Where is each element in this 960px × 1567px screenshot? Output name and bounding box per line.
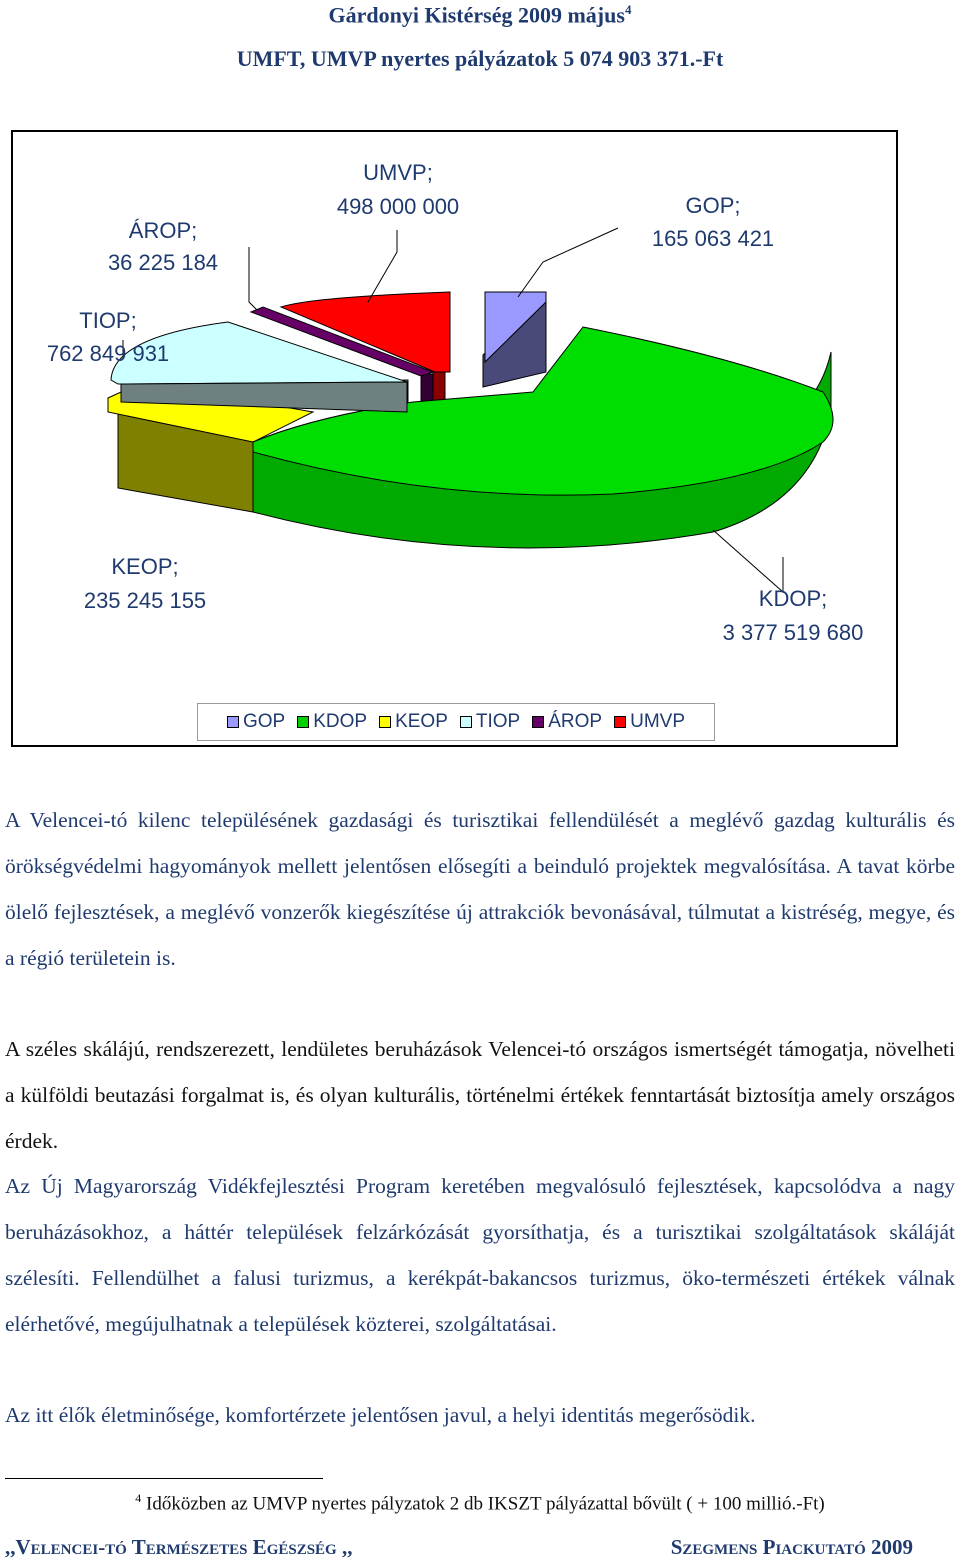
- label-arop-name: ÁROP;: [128, 218, 198, 243]
- footnote-text: Időközben az UMVP nyertes pályzatok 2 db IKSZT pályázattal bővült ( + 100 millió.-Ft): [141, 1493, 825, 1515]
- legend-item-gop: [227, 711, 285, 733]
- page-subtitle: UMFT, UMVP nyertes pályázatok 5 074 903 371.-Ft: [236, 46, 724, 71]
- footnote-mark: 4: [135, 1491, 142, 1505]
- page-title: [0, 2, 960, 28]
- legend-item-tiop: [460, 711, 520, 733]
- leader-line-kdop: [713, 530, 783, 592]
- legend-label-tiop: TIOP: [475, 711, 521, 732]
- label-tiop-name: TIOP;: [79, 308, 137, 333]
- title-footnote-mark: 4: [624, 2, 632, 17]
- label-gop-value: 165 063 421: [651, 226, 775, 251]
- title-text: Gárdonyi Kistérség 2009 május: [328, 2, 625, 28]
- legend-swatch-umvp: [614, 716, 626, 728]
- leader-line-umvp: [368, 230, 397, 302]
- legend-label-keop: KEOP: [395, 711, 448, 732]
- leader-line-arop: [249, 247, 257, 310]
- paragraph-3: Az Új Magyarország Vidékfejlesztési Program keretében megvalósuló fejlesztések, kapcsolódva a nagy beruházásokhoz, a háttér települések felzárkózását gyorsíthatja, és a turisztikai szolgáltatások skáláját szélesíti. Fellendülhet a falusi turizmus, a kerékpát-bakancsos turizmus, öko-természeti értékek válnak elérhetővé, megújulhatnak a települések közterei, szolgáltatásai.: [5, 1174, 955, 1336]
- legend-label-arop: ÁROP: [548, 711, 603, 732]
- chart-legend: [197, 703, 715, 741]
- footer-right: Szegmens Piackutató 2009: [670, 1535, 913, 1559]
- label-umvp-name: UMVP;: [363, 160, 433, 185]
- pie-chart-frame: [11, 130, 898, 747]
- leader-line-gop: [518, 228, 618, 297]
- legend-item-kdop: [297, 711, 367, 733]
- label-kdop-value: 3 377 519 680: [722, 620, 864, 645]
- legend-swatch-arop: [532, 716, 544, 728]
- label-kdop-name: KDOP;: [758, 586, 828, 611]
- paragraph-1: A Velencei-tó kilenc településének gazdasági és turisztikai fellendülését a meglévő gazdag kulturális és örökségvédelmi hagyományok mellett jelentősen elősegíti a beinduló projektek megvalósítása. A tavat körbe ölelő fejlesztések, a meglévő vonzerők kiegészítése új attrakciók bevonásával, túlmutat a kistréség, megye, és a régió területein is.: [5, 808, 955, 970]
- legend-label-gop: GOP: [242, 711, 286, 732]
- legend-swatch-kdop: [297, 716, 309, 728]
- paragraph-4: Az itt élők életminősége, komfortérzete jelentősen javul, a helyi identitás megerősödik.: [5, 1403, 756, 1427]
- legend-swatch-keop: [379, 716, 391, 728]
- legend-swatch-tiop: [460, 716, 472, 728]
- label-tiop-value: 762 849 931: [46, 341, 170, 366]
- legend-item-umvp: [614, 711, 685, 733]
- legend-swatch-gop: [227, 716, 239, 728]
- footer-left: ,,Velencei-tó Természetes Egészség ,,: [5, 1535, 353, 1559]
- legend-label-kdop: KDOP: [313, 711, 368, 732]
- legend-item-keop: [379, 711, 448, 733]
- label-keop-value: 235 245 155: [83, 588, 207, 613]
- label-arop-value: 36 225 184: [107, 250, 219, 275]
- pie-chart: [13, 132, 896, 692]
- legend-label-umvp: UMVP: [630, 711, 685, 732]
- paragraph-2: A széles skálájú, rendszerezett, lendületes beruházások Velencei-tó országos ismertségét támogatja, növelheti a külföldi beutazási forgalmat is, és olyan kulturális, történelmi értékek fenntartását biztosítja amely országos érdek.: [5, 1037, 955, 1153]
- footnote-rule: [5, 1478, 323, 1479]
- label-keop-name: KEOP;: [111, 554, 179, 579]
- legend-item-arop: [532, 711, 602, 733]
- label-umvp-value: 498 000 000: [336, 194, 460, 219]
- label-gop-name: GOP;: [685, 193, 741, 218]
- footnote: [5, 1491, 955, 1515]
